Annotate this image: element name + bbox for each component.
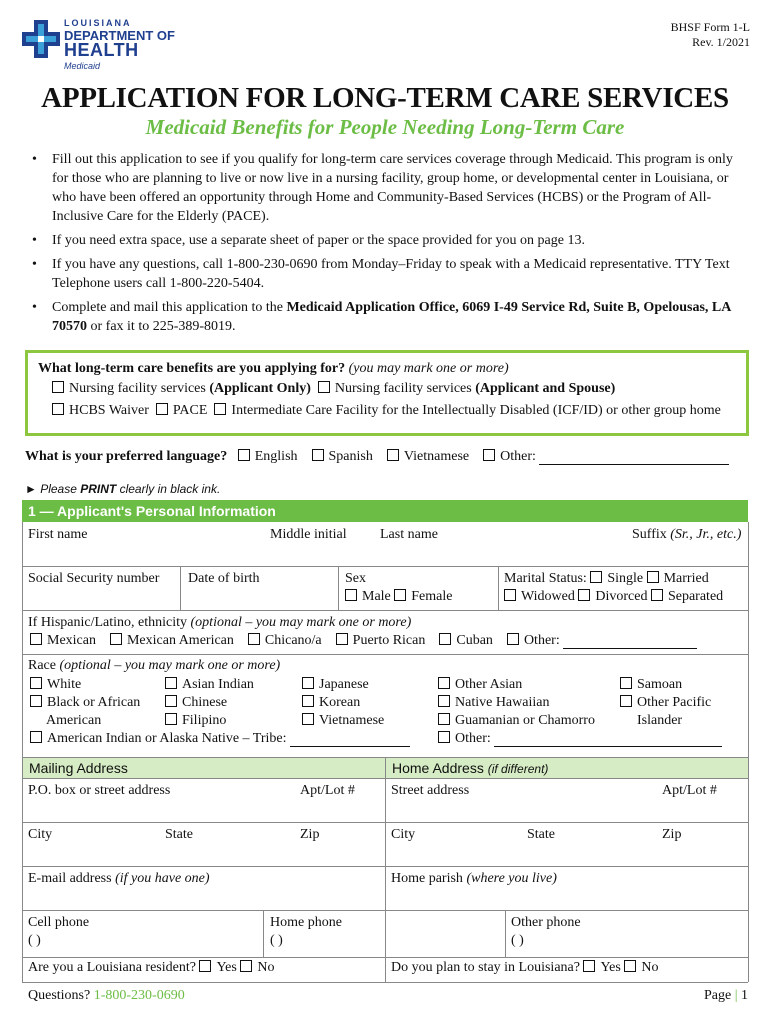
home-address-header: Home Address (if different) xyxy=(386,758,748,778)
logo-department: DEPARTMENT OF xyxy=(64,28,175,43)
mailing-zip-field[interactable]: Zip xyxy=(300,827,320,842)
home-street-field[interactable]: Street address xyxy=(391,783,470,798)
mailing-apt-field[interactable]: Apt/Lot # xyxy=(300,783,355,798)
chicano-checkbox[interactable] xyxy=(248,633,260,645)
separated-checkbox[interactable] xyxy=(651,589,663,601)
puerto-rican-checkbox[interactable] xyxy=(336,633,348,645)
section-1-header: 1 — Applicant's Personal Information xyxy=(22,500,748,522)
instruction-item: • Fill out this application to see if you qualify for long-term care services coverage through Medicaid. This program is only for those who are planning to live or now live in a nursing facility, group home, or developmental center in Louisiana, or who have been offered an opportunity through Home and Community-Based Services (HCBS) or the Program of All-Inclusive Care for the Elderly (PACE). xyxy=(28,150,743,226)
other-phone-field[interactable]: ( ) xyxy=(511,933,524,948)
instruction-item: • If you need extra space, use a separate sheet of paper or the space provided for you on page 13. xyxy=(28,231,743,250)
middle-initial-field[interactable]: Middle initial xyxy=(270,527,347,542)
tribe-field[interactable] xyxy=(290,746,410,747)
home-parish-field[interactable]: Home parish (where you live) xyxy=(391,871,557,886)
vietnamese-race-checkbox[interactable] xyxy=(302,713,314,725)
american-indian-checkbox[interactable] xyxy=(30,731,42,743)
stay-no-checkbox[interactable] xyxy=(624,960,636,972)
mailing-address-header: Mailing Address xyxy=(23,758,385,778)
ethnicity-other-checkbox[interactable] xyxy=(507,633,519,645)
other-language-checkbox[interactable] xyxy=(483,449,495,461)
print-note: ► Please PRINT clearly in black ink. xyxy=(25,482,221,496)
cell-phone-field[interactable]: ( ) xyxy=(28,933,41,948)
cell-phone-label: Cell phone xyxy=(28,915,90,930)
mailing-city-field[interactable]: City xyxy=(28,827,53,842)
instruction-item: • If you have any questions, call 1-800-230-0690 from Monday–Friday to speak with a Medicaid representative. TTY Text Telephone users call 1-800-220-5404. xyxy=(28,255,743,293)
japanese-checkbox[interactable] xyxy=(302,677,314,689)
english-checkbox[interactable] xyxy=(238,449,250,461)
suffix-field[interactable]: Suffix (Sr., Jr., etc.) xyxy=(632,527,742,542)
ssn-field[interactable]: Social Security number xyxy=(28,571,160,586)
male-checkbox[interactable] xyxy=(345,589,357,601)
ldh-logo-icon xyxy=(22,20,60,58)
icf-id-checkbox[interactable] xyxy=(214,403,226,415)
resident-no-checkbox[interactable] xyxy=(240,960,252,972)
benefits-box: What long-term care benefits are you applying for? (you may mark one or more) Nursing facility services (Applicant Only) Nursing facility services (Applicant and Spouse) HCBS Waiver PACE Intermediate Care Facility for the Intellectually Disabled (ICF/ID) or other group home xyxy=(25,350,749,436)
stay-question: Do you plan to stay in Louisiana? xyxy=(391,960,580,975)
language-row: What is your preferred language? English Spanish Vietnamese Other: xyxy=(25,449,729,465)
native-hawaiian-checkbox[interactable] xyxy=(438,695,450,707)
mexican-checkbox[interactable] xyxy=(30,633,42,645)
race-other-checkbox[interactable] xyxy=(438,731,450,743)
chinese-checkbox[interactable] xyxy=(165,695,177,707)
other-pacific-checkbox[interactable] xyxy=(620,695,632,707)
first-name-field[interactable]: First name xyxy=(28,527,88,542)
nursing-spouse-checkbox[interactable] xyxy=(318,381,330,393)
other-phone-label: Other phone xyxy=(511,915,581,930)
home-state-field[interactable]: State xyxy=(527,827,555,842)
filipino-checkbox[interactable] xyxy=(165,713,177,725)
mexican-american-checkbox[interactable] xyxy=(110,633,122,645)
marital-status-label: Marital Status: xyxy=(504,571,587,586)
form-id-block xyxy=(671,20,750,50)
form-revision: Rev. 1/2021 xyxy=(692,35,750,49)
home-city-field[interactable]: City xyxy=(391,827,416,842)
po-box-field[interactable]: P.O. box or street address xyxy=(28,783,171,798)
guamanian-checkbox[interactable] xyxy=(438,713,450,725)
stay-yes-checkbox[interactable] xyxy=(583,960,595,972)
logo-medicaid: Medicaid xyxy=(64,61,101,71)
single-checkbox[interactable] xyxy=(590,571,602,583)
other-language-field[interactable] xyxy=(539,464,729,465)
last-name-field[interactable]: Last name xyxy=(380,527,438,542)
race-other-field[interactable] xyxy=(494,746,722,747)
resident-yes-checkbox[interactable] xyxy=(199,960,211,972)
benefits-question: What long-term care benefits are you applying for? (you may mark one or more) xyxy=(38,361,509,376)
black-checkbox[interactable] xyxy=(30,695,42,707)
email-field[interactable]: E-mail address (if you have one) xyxy=(28,871,210,886)
married-checkbox[interactable] xyxy=(647,571,659,583)
page-subtitle: Medicaid Benefits for People Needing Long-Term Care xyxy=(145,115,625,139)
female-checkbox[interactable] xyxy=(394,589,406,601)
nursing-applicant-checkbox[interactable] xyxy=(52,381,64,393)
logo-state: LOUISIANA xyxy=(64,18,132,28)
white-checkbox[interactable] xyxy=(30,677,42,689)
page-title: APPLICATION FOR LONG-TERM CARE SERVICES xyxy=(41,82,729,114)
form-id: BHSF Form 1-L xyxy=(670,20,750,34)
instruction-item: • Complete and mail this application to the Medicaid Application Office, 6069 I-49 Service Rd, Suite B, Opelousas, LA 70570 or fax it to 225-389-8019. xyxy=(28,298,743,336)
home-phone-label: Home phone xyxy=(270,915,342,930)
language-question: What is your preferred language? xyxy=(25,449,228,464)
sex-label: Sex xyxy=(345,571,366,586)
hcbs-waiver-checkbox[interactable] xyxy=(52,403,64,415)
ethnicity-label: If Hispanic/Latino, ethnicity (optional – you may mark one or more) xyxy=(28,615,412,630)
page-number: Page | 1 xyxy=(703,988,748,1003)
mailing-state-field[interactable]: State xyxy=(165,827,193,842)
asian-indian-checkbox[interactable] xyxy=(165,677,177,689)
other-asian-checkbox[interactable] xyxy=(438,677,450,689)
instructions-list xyxy=(28,150,743,341)
ethnicity-other-field[interactable] xyxy=(563,648,697,649)
footer-phone[interactable]: 1-800-230-0690 xyxy=(93,988,185,1003)
korean-checkbox[interactable] xyxy=(302,695,314,707)
widowed-checkbox[interactable] xyxy=(504,589,516,601)
divorced-checkbox[interactable] xyxy=(578,589,590,601)
mailing-address-bold: Medicaid Application Office, 6069 I-49 Service Rd, Suite B, Opelousas, LA 70570 xyxy=(52,300,731,334)
vietnamese-checkbox[interactable] xyxy=(387,449,399,461)
footer-questions: Questions? 1-800-230-0690 xyxy=(28,988,185,1003)
spanish-checkbox[interactable] xyxy=(312,449,324,461)
home-phone-field[interactable]: ( ) xyxy=(270,933,283,948)
resident-question: Are you a Louisiana resident? xyxy=(28,960,196,975)
pace-checkbox[interactable] xyxy=(156,403,168,415)
samoan-checkbox[interactable] xyxy=(620,677,632,689)
home-apt-field[interactable]: Apt/Lot # xyxy=(662,783,717,798)
race-label: Race (optional – you may mark one or more) xyxy=(28,658,281,673)
cuban-checkbox[interactable] xyxy=(439,633,451,645)
dob-field[interactable]: Date of birth xyxy=(188,571,260,586)
logo-health: HEALTH xyxy=(64,40,139,60)
home-zip-field[interactable]: Zip xyxy=(662,827,682,842)
